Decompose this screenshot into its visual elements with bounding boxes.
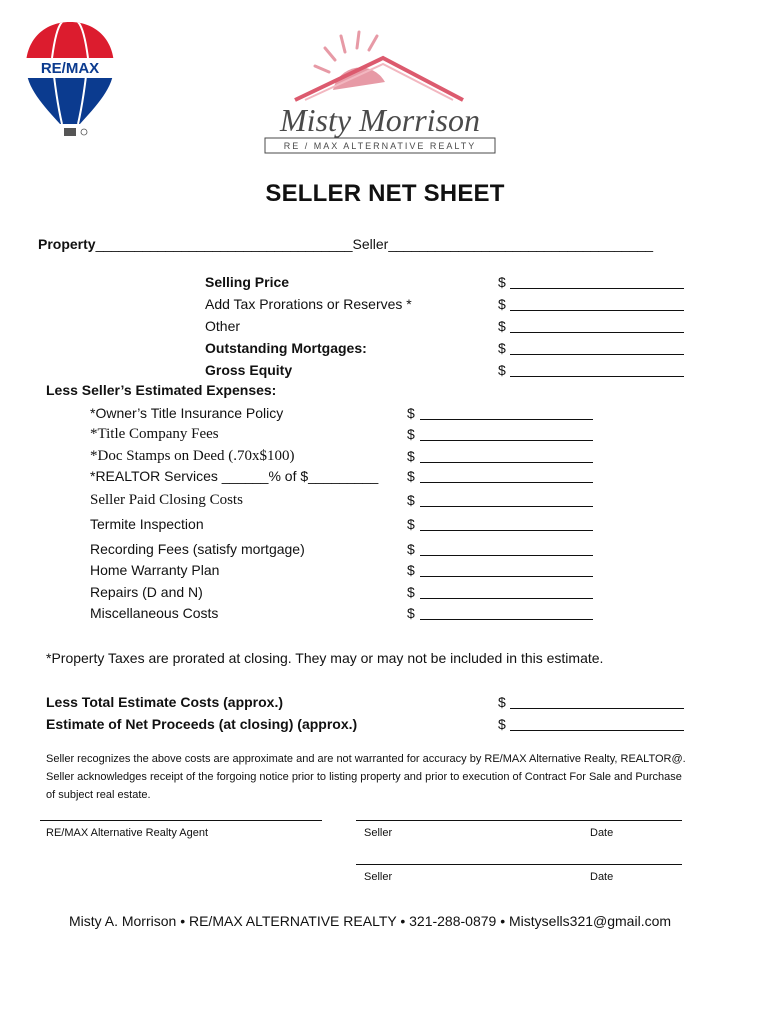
brand-script-name: Misty Morrison: [280, 102, 480, 138]
seller-field[interactable]: __________________________________: [388, 236, 654, 252]
disclaimer-line: of subject real estate.: [46, 789, 151, 801]
expense-amount-field[interactable]: [420, 530, 593, 531]
dollar-sign: $: [498, 318, 506, 334]
dollar-sign: $: [498, 274, 506, 290]
expense-label: Home Warranty Plan: [90, 562, 220, 578]
summary-label: Selling Price: [205, 274, 290, 290]
dollar-sign: $: [498, 694, 506, 710]
dollar-sign: $: [407, 492, 415, 508]
summary-label: Outstanding Mortgages:: [205, 340, 367, 356]
footer-contact: Misty A. Morrison • RE/MAX ALTERNATIVE REALTY • 321-288-0879 • Mistysells321@gmail.com: [68, 913, 672, 929]
dollar-sign: $: [407, 468, 415, 484]
dollar-sign: $: [498, 716, 506, 732]
total-amount-field[interactable]: [510, 730, 684, 731]
expense-label: *REALTOR Services ______% of $_________: [90, 468, 379, 484]
expense-label: Miscellaneous Costs: [90, 605, 219, 621]
seller-label: Seller: [352, 236, 389, 252]
amount-field[interactable]: [510, 354, 684, 355]
dollar-sign: $: [407, 405, 415, 421]
expense-amount-field[interactable]: [420, 555, 593, 556]
summary-label: Other: [205, 318, 241, 334]
disclaimer: [46, 750, 746, 804]
property-label: Property: [38, 236, 96, 252]
property-seller-line: [38, 236, 653, 252]
expense-label: *Title Company Fees: [90, 426, 219, 442]
total-label: Estimate of Net Proceeds (at closing) (approx.): [46, 716, 358, 732]
amount-field[interactable]: [510, 288, 684, 289]
date-label-1: Date: [590, 827, 614, 839]
seller-signature-line-1[interactable]: [356, 820, 682, 821]
dollar-sign: $: [407, 448, 415, 464]
agent-signature-line[interactable]: [40, 820, 322, 821]
summary-label: Gross Equity: [205, 362, 293, 378]
amount-field[interactable]: [510, 376, 684, 377]
dollar-sign: $: [407, 516, 415, 532]
summary-label: Add Tax Prorations or Reserves *: [205, 296, 412, 312]
total-label: Less Total Estimate Costs (approx.): [46, 694, 284, 710]
expense-amount-field[interactable]: [420, 462, 593, 463]
dollar-sign: $: [498, 296, 506, 312]
misty-morrison-logo: [255, 28, 505, 158]
agent-signature-label: RE/MAX Alternative Realty Agent: [46, 827, 209, 839]
amount-field[interactable]: [510, 310, 684, 311]
document-title: SELLER NET SHEET: [265, 180, 505, 207]
expense-label: *Owner’s Title Insurance Policy: [90, 405, 284, 421]
expenses-heading: Less Seller’s Estimated Expenses:: [46, 382, 277, 398]
expense-amount-field[interactable]: [420, 419, 593, 420]
dollar-sign: $: [498, 362, 506, 378]
expense-label: *Doc Stamps on Deed (.70x$100): [90, 448, 295, 464]
brand-brokerage-name: RE / MAX ALTERNATIVE REALTY: [283, 141, 477, 151]
property-tax-note: *Property Taxes are prorated at closing. They may or may not be included in this estimate.: [46, 650, 604, 666]
dollar-sign: $: [407, 605, 415, 621]
seller-signature-label-2: Seller: [364, 871, 393, 883]
amount-field[interactable]: [510, 332, 684, 333]
expense-label: Repairs (D and N): [90, 584, 203, 600]
expense-amount-field[interactable]: [420, 506, 593, 507]
total-amount-field[interactable]: [510, 708, 684, 709]
seller-signature-label-1: Seller: [364, 827, 393, 839]
expense-amount-field[interactable]: [420, 440, 593, 441]
dollar-sign: $: [498, 340, 506, 356]
expense-amount-field[interactable]: [420, 482, 593, 483]
property-field[interactable]: _________________________________: [95, 236, 353, 252]
expense-label: Termite Inspection: [90, 516, 204, 532]
expense-amount-field[interactable]: [420, 576, 593, 577]
remax-balloon-logo: [22, 18, 118, 142]
dollar-sign: $: [407, 426, 415, 442]
remax-logo-text: RE/MAX: [40, 60, 100, 77]
expense-label: Recording Fees (satisfy mortgage): [90, 541, 305, 557]
seller-signature-line-2[interactable]: [356, 864, 682, 865]
disclaimer-line: Seller recognizes the above costs are approximate and are not warranted for accuracy by RE/MAX Alternative Realty, REALTOR@.: [46, 753, 686, 765]
disclaimer-line: Seller acknowledges receipt of the forgoing notice prior to listing property and prior to execution of Contract For Sale and Purchase: [46, 771, 682, 783]
dollar-sign: $: [407, 584, 415, 600]
dollar-sign: $: [407, 541, 415, 557]
expense-label: Seller Paid Closing Costs: [90, 492, 243, 508]
expense-amount-field[interactable]: [420, 619, 593, 620]
date-label-2: Date: [590, 871, 614, 883]
expense-amount-field[interactable]: [420, 598, 593, 599]
dollar-sign: $: [407, 562, 415, 578]
